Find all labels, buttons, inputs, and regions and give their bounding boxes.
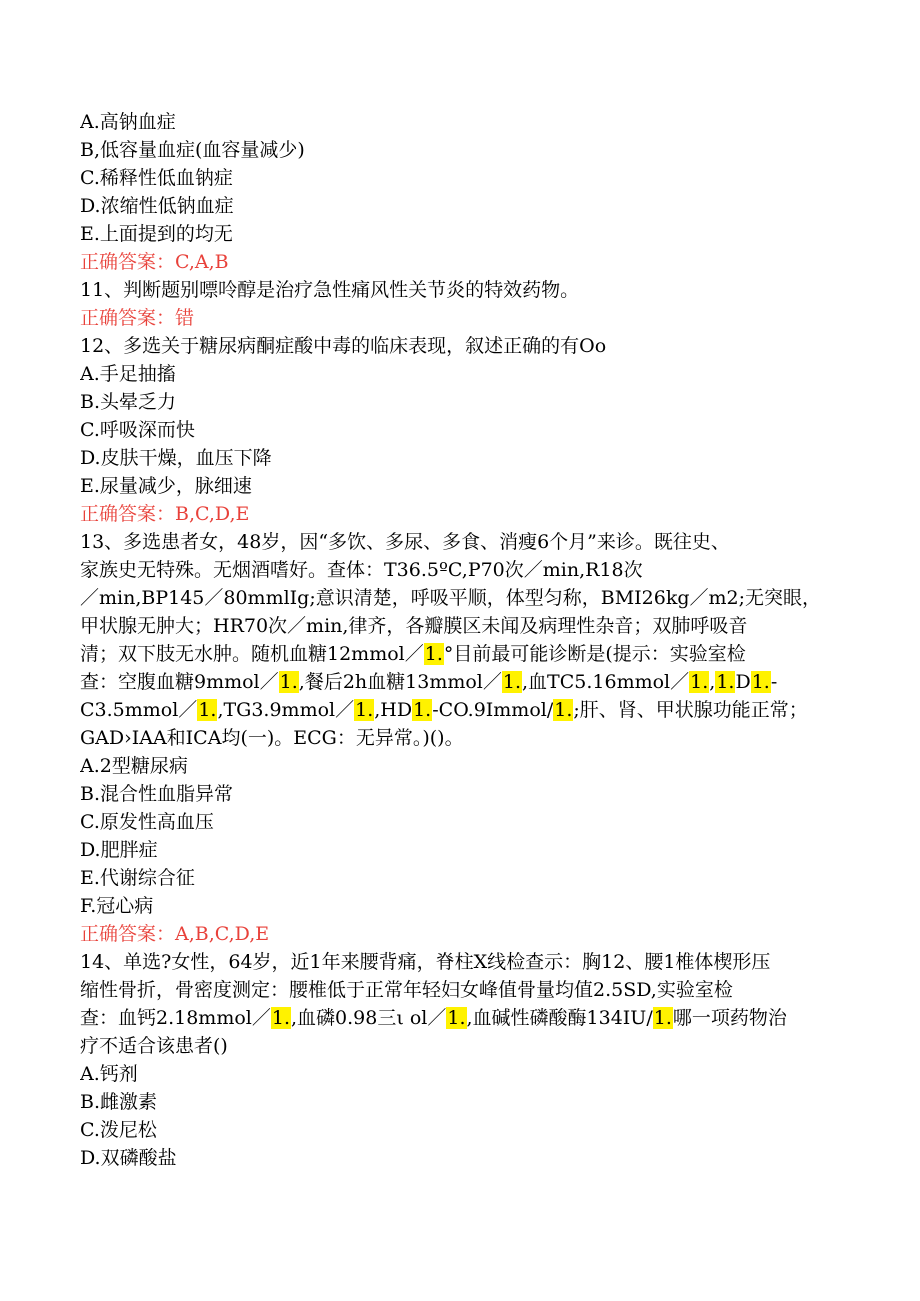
answer-line: [80, 248, 840, 276]
option-line: [80, 220, 840, 248]
question-line: [80, 1032, 840, 1060]
text-span: C.稀释性低血钠症: [80, 167, 233, 189]
option-line: [80, 1088, 840, 1116]
highlighted-text: 1.: [653, 1007, 672, 1029]
text-span: D.肥胖症: [80, 839, 158, 861]
text-span: ;肝、肾、甲状腺功能正常；: [573, 699, 808, 721]
question-line: [80, 668, 840, 696]
text-span: D: [735, 671, 751, 693]
text-span: ,餐后2h血糖13mmol／: [298, 671, 502, 693]
option-line: [80, 752, 840, 780]
option-line: [80, 864, 840, 892]
text-span: 13、多选患者女，48岁，因“多饮、多尿、多食、消瘦6个月”来诊。既往史、: [80, 531, 730, 553]
text-span: 缩性骨折，骨密度测定：腰椎低于正常年轻妇女峰值骨量均值2.5SD,实验室检: [80, 979, 733, 1001]
answer-label: 正确答案：: [80, 503, 176, 525]
option-line: [80, 836, 840, 864]
highlighted-text: 1.: [355, 699, 374, 721]
text-span: GAD›IAA和ICA均(一)。ECG：无异常。)()。: [80, 727, 464, 749]
option-line: [80, 808, 840, 836]
option-line: [80, 136, 840, 164]
highlighted-text: 1.: [502, 671, 522, 693]
text-span: D.皮肤干燥，血压下降: [80, 447, 272, 469]
text-span: 查：空腹血糖9mmol／: [80, 671, 279, 693]
text-span: ,TG3.9mmol／: [217, 699, 355, 721]
option-line: [80, 1144, 840, 1172]
question-line: [80, 528, 840, 556]
question-line: [80, 332, 840, 360]
question-line: [80, 640, 840, 668]
text-span: C3.5mmol／: [80, 699, 198, 721]
option-line: [80, 444, 840, 472]
text-span: C,A,B: [175, 251, 229, 273]
question-line: [80, 976, 840, 1004]
option-line: [80, 780, 840, 808]
highlighted-text: 1.: [751, 671, 770, 693]
text-span: 错: [175, 307, 195, 329]
text-span: °目前最可能诊断是(提示：实验室检: [443, 643, 746, 665]
highlighted-text: 1.: [279, 671, 298, 693]
answer-label: 正确答案：: [80, 923, 176, 945]
question-line: [80, 612, 840, 640]
text-span: 哪一项药物治: [672, 1007, 787, 1029]
text-span: ,: [709, 671, 716, 693]
text-span: E.尿量减少，脉细速: [80, 475, 252, 497]
text-span: D.浓缩性低钠血症: [80, 195, 234, 217]
text-span: ,血碱性磷酸酶134IU/: [466, 1007, 653, 1029]
text-span: 甲状腺无肿大；HR70次／min,律齐，各瓣膜区未闻及病理性杂音；双肺呼吸音: [80, 615, 748, 637]
text-span: 清；双下肢无水肿。随机血糖12mmol／: [80, 643, 424, 665]
text-span: ,血磷0.98三ι ol／: [291, 1007, 447, 1029]
option-line: [80, 164, 840, 192]
text-span: 11、判断题别嘌呤醇是治疗急性痛风性关节炎的特效药物。: [80, 279, 580, 301]
text-span: -: [770, 671, 778, 693]
answer-line: [80, 920, 840, 948]
option-line: [80, 472, 840, 500]
option-line: [80, 192, 840, 220]
option-line: [80, 388, 840, 416]
text-span: F.冠心病: [80, 895, 154, 917]
text-span: C.呼吸深而快: [80, 419, 195, 441]
text-span: ,HD: [374, 699, 413, 721]
highlighted-text: 1.: [447, 1007, 466, 1029]
answer-label: 正确答案：: [80, 307, 176, 329]
text-span: ／min,BP145／80mmlIg;意识清楚，呼吸平顺，体型匀称，BMI26kg／m2;无突眼，: [80, 587, 822, 609]
highlighted-text: 1.: [554, 699, 573, 721]
answer-line: [80, 304, 840, 332]
option-line: [80, 108, 840, 136]
document-page: [80, 108, 840, 1172]
text-span: 查：血钙2.18mmol／: [80, 1007, 271, 1029]
option-line: [80, 1060, 840, 1088]
text-span: B.雌激素: [80, 1091, 158, 1113]
highlighted-text: 1.: [198, 699, 217, 721]
question-line: [80, 724, 840, 752]
text-span: 14、单选?女性，64岁，近1年来腰背痛，脊柱X线检查示：胸12、腰1椎体楔形压: [80, 951, 771, 973]
text-span: -CO.9Immol/: [432, 699, 554, 721]
highlighted-text: 1.: [716, 671, 735, 693]
answer-line: [80, 500, 840, 528]
option-line: [80, 360, 840, 388]
question-line: [80, 696, 840, 724]
question-line: [80, 948, 840, 976]
question-line: [80, 584, 840, 612]
option-line: [80, 1116, 840, 1144]
question-line: [80, 276, 840, 304]
question-line: [80, 1004, 840, 1032]
text-span: B.头晕乏力: [80, 391, 177, 413]
text-span: E.代谢综合征: [80, 867, 195, 889]
text-span: A.钙剂: [80, 1063, 138, 1085]
text-span: ,血TC5.16mmol／: [522, 671, 690, 693]
text-span: A.高钠血症: [80, 111, 176, 133]
text-span: 家族史无特殊。无烟酒嗜好。查体：T36.5ºC,P70次／min,R18次: [80, 559, 643, 581]
option-line: [80, 416, 840, 444]
question-line: [80, 556, 840, 584]
text-span: C.泼尼松: [80, 1119, 157, 1141]
text-span: 12、多选关于糖尿病酮症酸中毒的临床表现，叙述正确的有Oo: [80, 335, 607, 357]
highlighted-text: 1.: [424, 643, 443, 665]
text-span: A,B,C,D,E: [175, 923, 270, 945]
text-span: B.混合性血脂异常: [80, 783, 234, 805]
text-span: C.原发性高血压: [80, 811, 214, 833]
text-span: B,低容量血症(血容量减少): [80, 139, 305, 161]
text-span: 疗不适合该患者(): [80, 1035, 228, 1057]
highlighted-text: 1.: [271, 1007, 290, 1029]
text-span: E.上面提到的均无: [80, 223, 233, 245]
highlighted-text: 1.: [413, 699, 432, 721]
text-span: D.双磷酸盐: [80, 1147, 177, 1169]
text-span: B,C,D,E: [175, 503, 250, 525]
answer-label: 正确答案：: [80, 251, 176, 273]
option-line: [80, 892, 840, 920]
text-span: A.手足抽搐: [80, 363, 176, 385]
highlighted-text: 1.: [690, 671, 709, 693]
text-span: A.2型糖尿病: [80, 755, 188, 777]
